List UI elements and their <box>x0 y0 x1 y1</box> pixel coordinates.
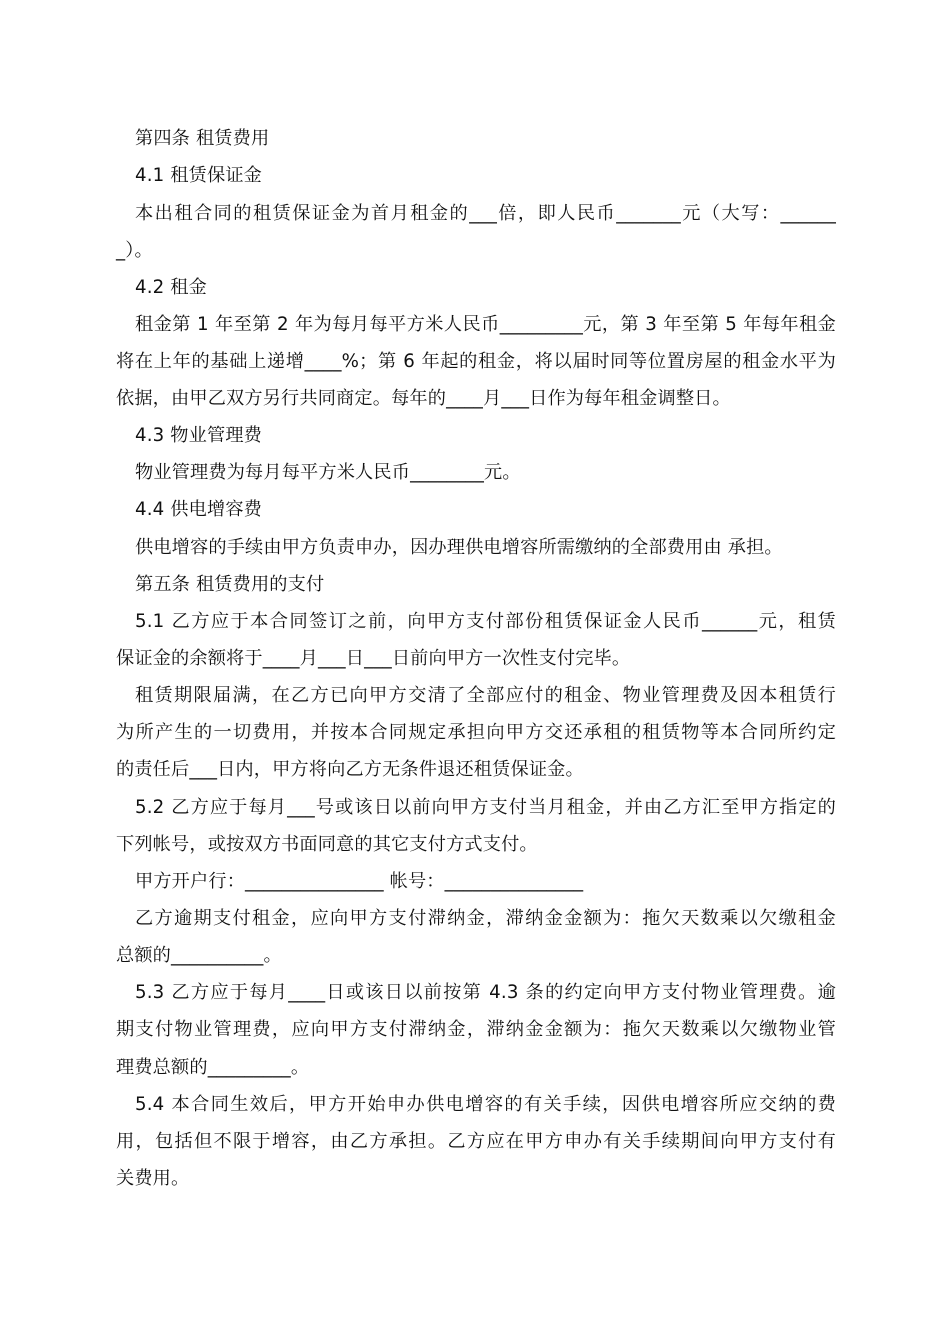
paragraph-line: 期支付物业管理费，应向甲方支付滞纳金，滞纳金金额为：拖欠天数乘以欠缴物业管 <box>116 1019 836 1040</box>
paragraph-line: _）。 <box>116 240 153 261</box>
paragraph-line: 保证金的余额将于____月___日___日前向甲方一次性支付完毕。 <box>116 648 631 669</box>
paragraph-line: 用，包括但不限于增容，由乙方承担。乙方应在甲方申办有关手续期间向甲方支付有 <box>116 1131 836 1152</box>
paragraph-line: 本出租合同的租赁保证金为首月租金的___倍，即人民币_______元（大写：______ <box>135 203 836 224</box>
paragraph-line: 依据，由甲乙双方另行共同商定。每年的____月___日作为每年租金调整日。 <box>116 388 731 409</box>
paragraph-line: 为所产生的一切费用，并按本合同规定承担向甲方交还承租的租赁物等本合同所约定 <box>116 722 836 743</box>
paragraph-line: 的责任后___日内，甲方将向乙方无条件退还租赁保证金。 <box>116 759 584 780</box>
paragraph-line: 5.2 乙方应于每月___号或该日以前向甲方支付当月租金，并由乙方汇至甲方指定的 <box>135 797 836 818</box>
article-4-heading: 第四条 租赁费用 <box>135 128 270 149</box>
paragraph-line: 5.4 本合同生效后，甲方开始申办供电增容的有关手续，因供电增容所应交纳的费 <box>135 1094 836 1115</box>
section-4-4-heading: 4.4 供电增容费 <box>135 499 262 520</box>
paragraph-line: 总额的__________。 <box>116 945 282 966</box>
paragraph-line: 5.1 乙方应于本合同签订之前，向甲方支付部份租赁保证金人民币______元，租赁 <box>135 611 836 632</box>
section-4-1-heading: 4.1 租赁保证金 <box>135 165 262 186</box>
paragraph-line: 5.3 乙方应于每月____日或该日以前按第 4.3 条的约定向甲方支付物业管理费。逾 <box>135 982 836 1003</box>
paragraph-line: 乙方逾期支付租金，应向甲方支付滞纳金，滞纳金金额为：拖欠天数乘以欠缴租金 <box>135 908 836 929</box>
paragraph-line: 租赁期限届满，在乙方已向甲方交清了全部应付的租金、物业管理费及因本租赁行 <box>135 685 836 706</box>
section-4-2-heading: 4.2 租金 <box>135 277 207 298</box>
paragraph-line: 物业管理费为每月每平方米人民币________元。 <box>135 462 521 483</box>
section-4-3-heading: 4.3 物业管理费 <box>135 425 262 446</box>
paragraph-line: 理费总额的_________。 <box>116 1057 310 1078</box>
paragraph-line: 将在上年的基础上递增____%；第 6 年起的租金，将以届时同等位置房屋的租金水平为 <box>116 351 836 372</box>
paragraph-line: 供电增容的手续由甲方负责申办，因办理供电增容所需缴纳的全部费用由 承担。 <box>135 537 783 558</box>
paragraph-line: 关费用。 <box>116 1168 190 1189</box>
paragraph-line: 租金第 1 年至第 2 年为每月每平方米人民币_________元，第 3 年至第 5 年每年租金 <box>135 314 836 335</box>
bank-account-line: 甲方开户行：_______________ 帐号：_______________ <box>135 871 584 892</box>
paragraph-line: 下列帐号，或按双方书面同意的其它支付方式支付。 <box>116 834 538 855</box>
article-5-heading: 第五条 租赁费用的支付 <box>135 574 325 595</box>
